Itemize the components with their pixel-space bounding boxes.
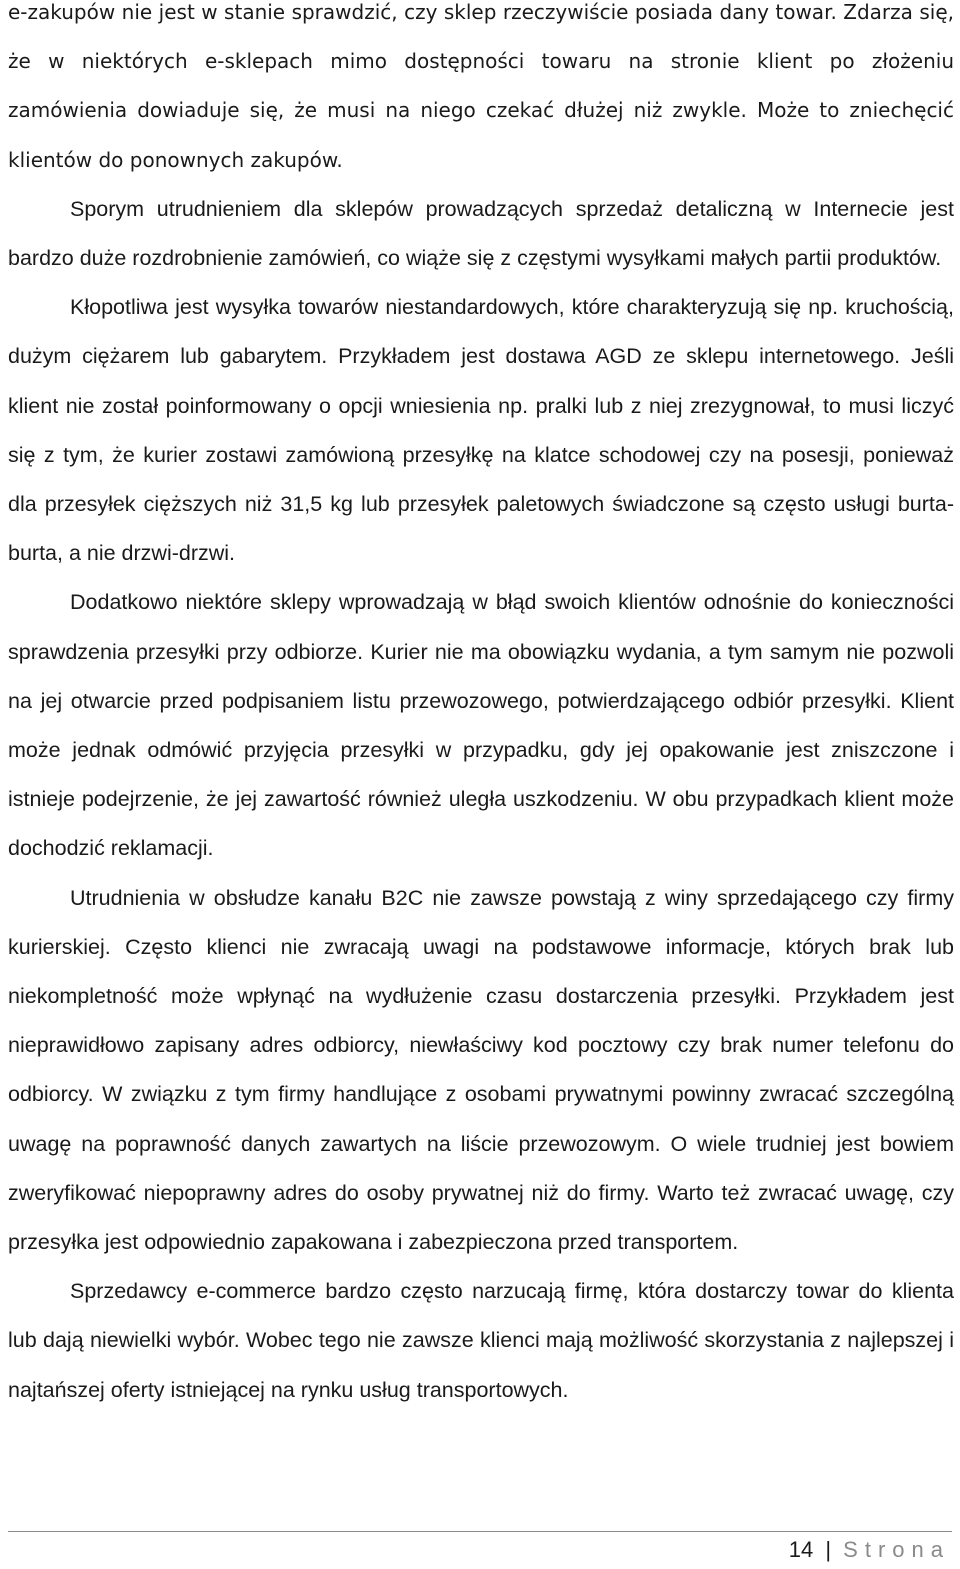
page-footer bbox=[789, 1534, 950, 1566]
footer-separator: | bbox=[825, 1537, 832, 1562]
paragraph-3: Kłopotliwa jest wysyłka towarów niestandardowych, które charakteryzują się np. kruchością, dużym ciężarem lub gabarytem. Przykładem jest dostawa AGD ze sklepu internetowego. Jeśli klient nie został poinformowany o opcji wniesienia np. pralki lub z niej zrezygnował, to musi liczyć się z tym, że kurier zostawi zamówioną przesyłkę na klatce schodowej czy na posesji, ponieważ dla przesyłek cięższych niż 31,5 kg lub przesyłek paletowych świadczone są często usługi burta-burta, a nie drzwi-drzwi. bbox=[8, 295, 954, 566]
paragraph-4: Dodatkowo niektóre sklepy wprowadzają w błąd swoich klientów odnośnie do konieczności sprawdzenia przesyłki przy odbiorze. Kurier nie ma obowiązku wydania, a tym samym nie pozwoli na jej otwarcie przed podpisaniem listu przewozowego, potwierdzającego odbiór przesyłki. Klient może jednak odmówić przyjęcia przesyłki w przypadku, gdy jej opakowanie jest zniszczone i istnieje podejrzenie, że jej zawartość również uległa uszkodzeniu. W obu przypadkach klient może dochodzić reklamacji. bbox=[8, 590, 954, 861]
paragraph-1: e-zakupów nie jest w stanie sprawdzić, czy sklep rzeczywiście posiada dany towar. Zdarza się, że w niektórych e-sklepach mimo dostępności towaru na stronie klient po złożeniu zamówienia dowiaduje się, że musi na niego czekać dłużej niż zwykle. Może to zniechęcić klientów do ponownych zakupów. bbox=[8, 0, 954, 172]
paragraph-2: Sporym utrudnieniem dla sklepów prowadzących sprzedaż detaliczną w Internecie jest bardzo duże rozdrobnienie zamówień, co wiąże się z częstymi wysyłkami małych partii produktów. bbox=[8, 196, 954, 271]
paragraph-6: Sprzedawcy e-commerce bardzo często narzucają firmę, która dostarczy towar do klienta lub dają niewielki wybór. Wobec tego nie zawsze klienci mają możliwość skorzystania z najlepszej i najtańszej oferty istniejącej na rynku usług transportowych. bbox=[8, 1279, 954, 1402]
page-label: Strona bbox=[843, 1537, 950, 1562]
page-number: 14 bbox=[788, 1537, 814, 1562]
paragraph-5: Utrudnienia w obsłudze kanału B2C nie zawsze powstają z winy sprzedającego czy firmy kurierskiej. Często klienci nie zwracają uwagi na podstawowe informacje, których brak lub niekompletność może wpłynąć na wydłużenie czasu dostarczenia przesyłki. Przykładem jest nieprawidłowo zapisany adres odbiorcy, niewłaściwy kod pocztowy czy brak numer telefonu do odbiorcy. W związku z tym firmy handlujące z osobami prywatnymi powinny zwracać szczególną uwagę na poprawność danych zawartych na liście przewozowym. O wiele trudniej jest bowiem zweryfikować niepoprawny adres do osoby prywatnej niż do firmy. Warto też zwracać uwagę, czy przesyłka jest odpowiednio zapakowana i zabezpieczona przed transportem. bbox=[8, 885, 954, 1255]
footer-divider bbox=[8, 1531, 952, 1532]
document-page bbox=[8, 0, 954, 1415]
